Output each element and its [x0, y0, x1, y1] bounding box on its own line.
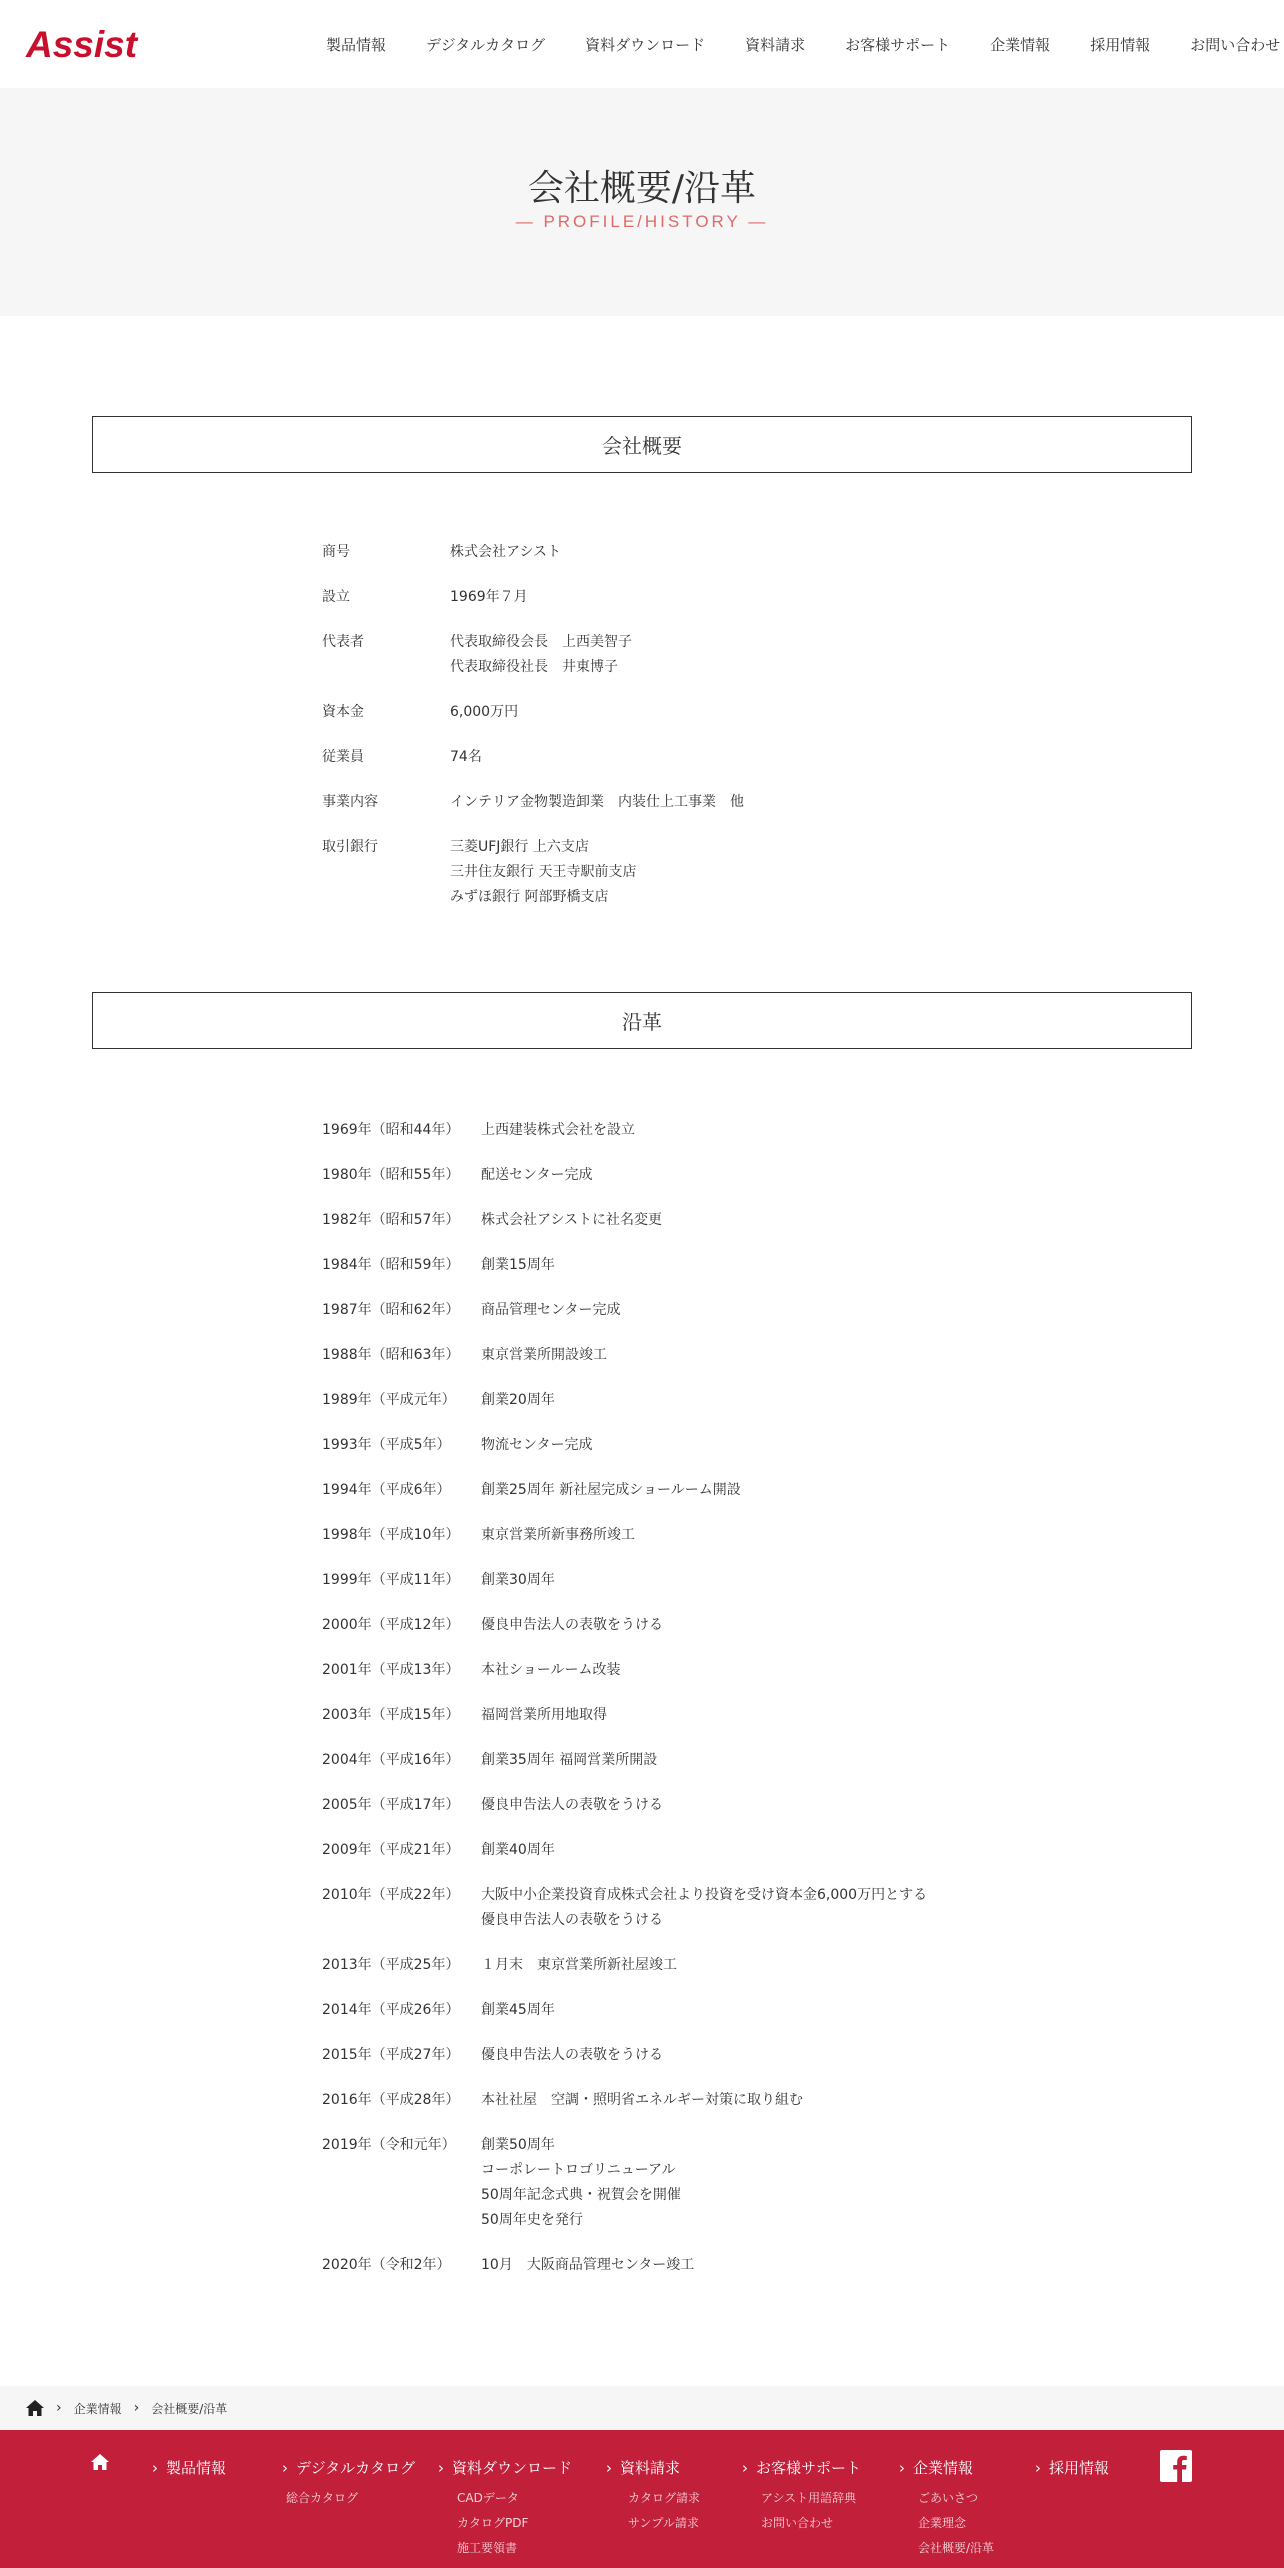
history-event-line: 東京営業所新事務所竣工: [481, 1527, 635, 1543]
footer-sublink[interactable]: 施工要領書: [457, 2541, 518, 2555]
footer-col-downloads: [438, 2457, 572, 2478]
profile-label: 代表者: [322, 634, 364, 650]
profile-label: 資本金: [322, 704, 364, 720]
history-row: [322, 2088, 1022, 2113]
footer-link-label: 製品情報: [166, 2459, 227, 2477]
history-event-line: 福岡営業所用地取得: [481, 1707, 607, 1723]
profile-value: [450, 790, 1022, 815]
nav-item-support[interactable]: お客様サポート: [845, 35, 951, 54]
footer-link-request[interactable]: [606, 2457, 680, 2478]
footer-sublink[interactable]: カタログPDF: [457, 2516, 529, 2530]
history-year: 2001年（平成13年）: [322, 1662, 460, 1678]
footer-sublinks: [628, 2486, 700, 2536]
footer-sublinks: [286, 2486, 358, 2511]
footer-sublink[interactable]: お問い合わせ: [761, 2516, 834, 2530]
site-logo[interactable]: Assist: [26, 24, 138, 65]
history-event-line: 50周年史を発行: [481, 2212, 583, 2228]
history-row: [322, 1703, 1022, 1728]
history-event-line: 大阪中小企業投資育成株式会社より投資を受け資本金6,000万円とする: [481, 1887, 928, 1903]
history-year: 2015年（平成27年）: [322, 2047, 460, 2063]
history-event-line: 商品管理センター完成: [481, 1302, 621, 1318]
history-event-line: 配送センター完成: [481, 1167, 593, 1183]
history-event-line: 優良申告法人の表敬をうける: [481, 2047, 663, 2063]
history-event-line: 創業45周年: [481, 2002, 555, 2018]
history-year: 2020年（令和2年）: [322, 2257, 451, 2273]
chevron-right-icon: ›: [899, 2459, 905, 2477]
profile-value-line: 株式会社アシスト: [450, 544, 562, 560]
profile-value-line: 74名: [450, 749, 482, 765]
history-row: [322, 2043, 1022, 2068]
footer-sublinks: [457, 2486, 528, 2561]
history-row: [322, 1838, 1022, 1863]
footer-link-label: 企業情報: [913, 2459, 974, 2477]
history-row: [322, 1433, 1022, 1458]
profile-row: [322, 790, 1022, 815]
profile-label: 設立: [322, 589, 350, 605]
history-event: [481, 1433, 1022, 1458]
footer-link-company[interactable]: [899, 2457, 973, 2478]
history-event-line: 物流センター完成: [481, 1437, 593, 1453]
footer-link-label: 資料ダウンロード: [452, 2459, 573, 2477]
history-year: 1969年（昭和44年）: [322, 1122, 460, 1138]
history-year: 1998年（平成10年）: [322, 1527, 460, 1543]
footer-link-recruit[interactable]: [1035, 2457, 1109, 2478]
nav-item-digital-catalog[interactable]: デジタルカタログ: [426, 35, 546, 54]
footer-col-support: [742, 2457, 861, 2478]
footer-sublink[interactable]: 総合カタログ: [286, 2491, 359, 2505]
history-event: [481, 1793, 1022, 1818]
footer-link-label: デジタルカタログ: [296, 2459, 416, 2477]
history-row: [322, 1998, 1022, 2023]
chevron-right-icon: ›: [1035, 2459, 1041, 2477]
profile-value: [450, 835, 1022, 910]
history-row: [322, 1388, 1022, 1413]
history-year: 1989年（平成元年）: [322, 1392, 456, 1408]
history-event-line: 創業40周年: [481, 1842, 555, 1858]
profile-value-line: みずほ銀行 阿部野橋支店: [450, 889, 609, 905]
history-year: 2010年（平成22年）: [322, 1887, 460, 1903]
history-row: [322, 1208, 1022, 1233]
dash-right-decoration: ―: [740, 212, 769, 231]
history-year: 2019年（令和元年）: [322, 2137, 456, 2153]
profile-value: [450, 540, 1022, 565]
profile-row: [322, 630, 1022, 680]
history-year: 2016年（平成28年）: [322, 2092, 460, 2108]
history-event: [481, 1568, 1022, 1593]
footer-link-downloads[interactable]: [438, 2457, 572, 2478]
breadcrumb-item-company[interactable]: 企業情報: [73, 2401, 122, 2416]
history-year: 2014年（平成26年）: [322, 2002, 460, 2018]
history-event: [481, 1298, 1022, 1323]
nav-item-products[interactable]: 製品情報: [326, 35, 387, 54]
footer-sublinks: [918, 2486, 994, 2561]
history-row: [322, 1883, 1022, 1933]
profile-label: 商号: [322, 544, 350, 560]
history-event: [481, 1838, 1022, 1863]
chevron-right-icon: ›: [438, 2459, 444, 2477]
history-row: [322, 2253, 1022, 2278]
chevron-right-icon: ›: [152, 2459, 158, 2477]
history-event: [481, 1998, 1022, 2023]
history-event-line: 創業35周年 福岡営業所開設: [481, 1752, 658, 1768]
nav-item-company[interactable]: 企業情報: [990, 35, 1051, 54]
global-nav: [326, 0, 1280, 88]
history-event-line: 東京営業所開設竣工: [481, 1347, 607, 1363]
breadcrumb: [0, 2386, 1284, 2430]
history-year: 2009年（平成21年）: [322, 1842, 460, 1858]
chevron-right-icon: ›: [742, 2459, 748, 2477]
history-event: [481, 2253, 1022, 2278]
profile-table: [322, 540, 1022, 930]
history-event-line: 優良申告法人の表敬をうける: [481, 1912, 663, 1928]
history-year: 1984年（昭和59年）: [322, 1257, 460, 1273]
history-year: 2005年（平成17年）: [322, 1797, 460, 1813]
history-row: [322, 1793, 1022, 1818]
history-event: [481, 1478, 1022, 1503]
footer-link-label: お客様サポート: [756, 2459, 862, 2477]
history-row: [322, 1523, 1022, 1548]
page-hero: [0, 88, 1284, 316]
footer-col-company: [899, 2457, 973, 2478]
footer-sublink[interactable]: CADデータ: [457, 2491, 519, 2505]
history-event-line: 創業25周年 新社屋完成ショールーム開設: [481, 1482, 741, 1498]
history-event-line: 50周年記念式典・祝賀会を開催: [481, 2187, 681, 2203]
page-title: 会社概要/沿革: [527, 168, 757, 209]
footer-sublink[interactable]: ごあいさつ: [918, 2491, 979, 2505]
history-row: [322, 1748, 1022, 1773]
profile-section-heading: 会社概要: [92, 416, 1192, 473]
profile-value: [450, 630, 1022, 680]
nav-item-recruit[interactable]: 採用情報: [1090, 35, 1151, 54]
history-row: [322, 1613, 1022, 1638]
history-event: [481, 1163, 1022, 1188]
nav-item-contact[interactable]: お問い合わせ: [1190, 35, 1281, 54]
chevron-right-icon: ›: [282, 2459, 288, 2477]
profile-row: [322, 700, 1022, 725]
history-event-line: 10月 大阪商品管理センター竣工: [481, 2257, 695, 2273]
history-event-line: 創業15周年: [481, 1257, 555, 1273]
profile-value-line: 6,000万円: [450, 704, 519, 720]
history-event: [481, 2088, 1022, 2113]
footer-sublink[interactable]: サンプル請求: [628, 2516, 699, 2530]
history-row: [322, 1568, 1022, 1593]
history-event: [481, 1953, 1022, 1978]
profile-value: [450, 700, 1022, 725]
history-row: [322, 1253, 1022, 1278]
history-year: 2003年（平成15年）: [322, 1707, 460, 1723]
profile-value-line: 三菱UFJ銀行 上六支店: [450, 839, 589, 855]
chevron-right-icon: ›: [606, 2459, 612, 2477]
page-subtitle: [0, 212, 1284, 232]
history-row: [322, 1118, 1022, 1143]
page-subtitle-text: PROFILE/HISTORY: [543, 212, 741, 231]
footer-link-label: 採用情報: [1049, 2459, 1110, 2477]
profile-label: 事業内容: [322, 794, 378, 810]
history-year: 1982年（昭和57年）: [322, 1212, 460, 1228]
history-event-line: 優良申告法人の表敬をうける: [481, 1797, 663, 1813]
profile-value-line: 代表取締役社長 井東博子: [450, 659, 618, 675]
profile-row: [322, 585, 1022, 610]
history-event: [481, 1118, 1022, 1143]
history-year: 1994年（平成6年）: [322, 1482, 451, 1498]
history-year: 1988年（昭和63年）: [322, 1347, 460, 1363]
history-event-line: 優良申告法人の表敬をうける: [481, 1617, 663, 1633]
history-event: [481, 1703, 1022, 1728]
footer-link-products[interactable]: [152, 2457, 226, 2478]
profile-row: [322, 540, 1022, 565]
history-year: 1999年（平成11年）: [322, 1572, 460, 1588]
history-event: [481, 1613, 1022, 1638]
footer-col-request: [606, 2457, 680, 2478]
chevron-right-icon: ›: [56, 2400, 62, 2416]
history-row: [322, 1478, 1022, 1503]
history-event-line: 創業30周年: [481, 1572, 555, 1588]
profile-value: [450, 585, 1022, 610]
facebook-icon[interactable]: [1160, 2450, 1192, 2482]
footer-link-support[interactable]: [742, 2457, 861, 2478]
history-event-line: 株式会社アシストに社名変更: [481, 1212, 663, 1228]
profile-value-line: 1969年７月: [450, 589, 528, 605]
footer-link-label: 資料請求: [620, 2459, 681, 2477]
history-year: 1987年（昭和62年）: [322, 1302, 460, 1318]
footer-col-products: [152, 2457, 226, 2478]
history-table: [322, 1118, 1022, 2298]
history-event: [481, 1658, 1022, 1683]
site-footer: [0, 2430, 1284, 2568]
history-year: 2004年（平成16年）: [322, 1752, 460, 1768]
footer-sublink[interactable]: 企業理念: [918, 2516, 967, 2530]
history-event: [481, 1253, 1022, 1278]
footer-sublink[interactable]: アシスト用語辞典: [761, 2491, 857, 2505]
history-row: [322, 1163, 1022, 1188]
footer-sublink[interactable]: カタログ請求: [628, 2491, 701, 2505]
profile-row: [322, 745, 1022, 770]
nav-item-downloads[interactable]: 資料ダウンロード: [585, 35, 706, 54]
home-icon[interactable]: [26, 2400, 44, 2416]
breadcrumb-item-current: 会社概要/沿革: [151, 2401, 228, 2416]
site-header: [0, 0, 1284, 88]
nav-item-request[interactable]: 資料請求: [745, 35, 806, 54]
history-section-heading: 沿革: [92, 992, 1192, 1049]
history-event-line: 本社社屋 空調・照明省エネルギー対策に取り組む: [481, 2092, 803, 2108]
history-event: [481, 1208, 1022, 1233]
dash-left-decoration: ―: [515, 212, 544, 231]
history-event: [481, 1388, 1022, 1413]
history-event: [481, 1523, 1022, 1548]
history-year: 1993年（平成5年）: [322, 1437, 451, 1453]
profile-value: [450, 745, 1022, 770]
profile-row: [322, 835, 1022, 910]
history-event-line: 本社ショールーム改装: [481, 1662, 621, 1678]
history-event-line: １月末 東京営業所新社屋竣工: [481, 1957, 677, 1973]
history-event-line: 上西建装株式会社を設立: [481, 1122, 635, 1138]
history-event: [481, 2043, 1022, 2068]
chevron-right-icon: ›: [133, 2400, 140, 2416]
history-event-line: コーポレートロゴリニューアル: [481, 2162, 676, 2178]
footer-col-digital-catalog: [282, 2457, 415, 2478]
history-event: [481, 1883, 1022, 1933]
profile-label: 取引銀行: [322, 839, 378, 855]
profile-label: 従業員: [322, 749, 364, 765]
history-event: [481, 1343, 1022, 1368]
profile-value-line: インテリア金物製造卸業 内装仕上工事業 他: [450, 794, 744, 810]
history-row: [322, 2133, 1022, 2233]
profile-value-line: 三井住友銀行 天王寺駅前支店: [450, 864, 637, 880]
history-year: 2000年（平成12年）: [322, 1617, 460, 1633]
footer-link-digital-catalog[interactable]: [282, 2457, 415, 2478]
history-row: [322, 1343, 1022, 1368]
footer-sublink[interactable]: 会社概要/沿革: [918, 2541, 995, 2555]
footer-home-icon[interactable]: [91, 2454, 109, 2474]
history-row: [322, 1953, 1022, 1978]
history-event-line: 創業50周年: [481, 2137, 555, 2153]
footer-col-recruit: [1035, 2457, 1109, 2478]
history-year: 2013年（平成25年）: [322, 1957, 460, 1973]
profile-value-line: 代表取締役会長 上西美智子: [450, 634, 632, 650]
history-event: [481, 2133, 1022, 2233]
history-event: [481, 1748, 1022, 1773]
history-year: 1980年（昭和55年）: [322, 1167, 460, 1183]
history-row: [322, 1298, 1022, 1323]
history-row: [322, 1658, 1022, 1683]
footer-sublinks: [761, 2486, 856, 2536]
history-event-line: 創業20周年: [481, 1392, 555, 1408]
